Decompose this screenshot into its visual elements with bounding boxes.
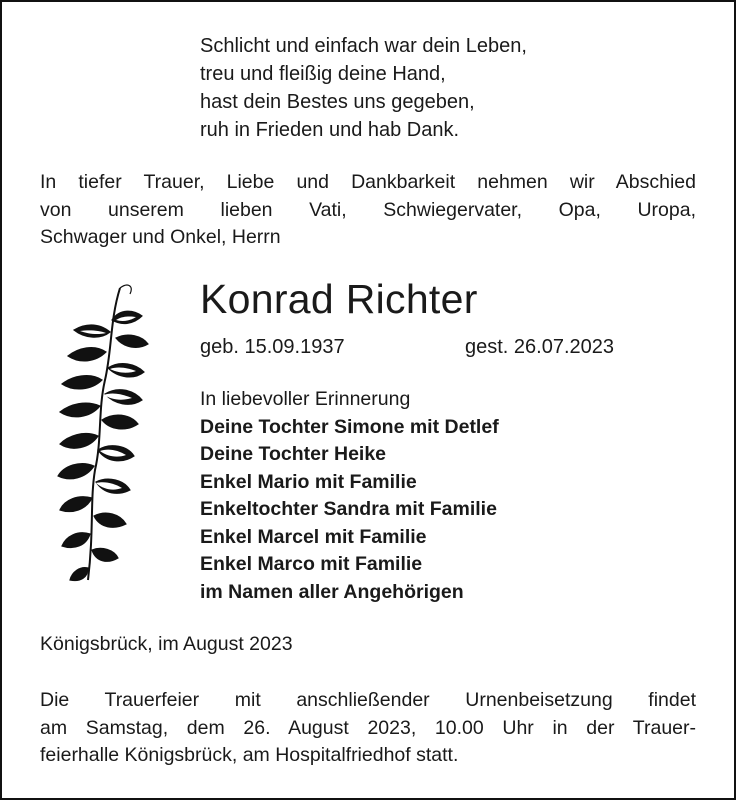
mourner-line: Enkeltochter Sandra mit Familie xyxy=(200,498,497,520)
funeral-service-info xyxy=(40,687,696,770)
poem-line: hast dein Bestes uns gegeben, xyxy=(200,91,475,113)
farewell-intro xyxy=(40,169,696,252)
deceased-name: Konrad Richter xyxy=(200,276,478,322)
memorial-poem xyxy=(200,32,527,144)
ivy-branch-icon xyxy=(50,280,160,600)
service-line: feierhalle Königsbrück, am Hospitalfriedhof statt. xyxy=(40,744,459,766)
service-line: Die Trauerfeier mit anschließender Urnenbeisetzung findet xyxy=(40,689,696,711)
intro-line: In tiefer Trauer, Liebe und Dankbarkeit nehmen wir Abschied xyxy=(40,171,696,193)
intro-line: Schwager und Onkel, Herrn xyxy=(40,226,281,248)
intro-line: von unserem lieben Vati, Schwiegervater, Opa, Uropa, xyxy=(40,198,696,221)
service-line: am Samstag, dem 26. August 2023, 10.00 Uhr in der Trauer- xyxy=(40,716,696,739)
mourner-line: Deine Tochter Heike xyxy=(200,443,387,465)
mourner-line: Enkel Marcel mit Familie xyxy=(200,525,427,548)
poem-line: treu und fleißig deine Hand, xyxy=(200,63,446,85)
birth-date: geb. 15.09.1937 xyxy=(200,336,345,358)
mourner-line: Enkel Marco mit Familie xyxy=(200,553,423,575)
remembrance-heading: In liebevoller Erinnerung xyxy=(200,388,411,410)
mourners-list xyxy=(200,386,499,606)
poem-line: Schlicht und einfach war dein Leben, xyxy=(200,35,527,57)
mourner-line: Deine Tochter Simone mit Detlef xyxy=(200,415,499,438)
death-date: gest. 26.07.2023 xyxy=(465,336,615,358)
place-and-date: Königsbrück, im August 2023 xyxy=(40,633,293,655)
poem-line: ruh in Frieden und hab Dank. xyxy=(200,119,460,141)
mourner-line: Enkel Mario mit Familie xyxy=(200,470,417,493)
mourner-line: im Namen aller Angehörigen xyxy=(200,580,464,603)
